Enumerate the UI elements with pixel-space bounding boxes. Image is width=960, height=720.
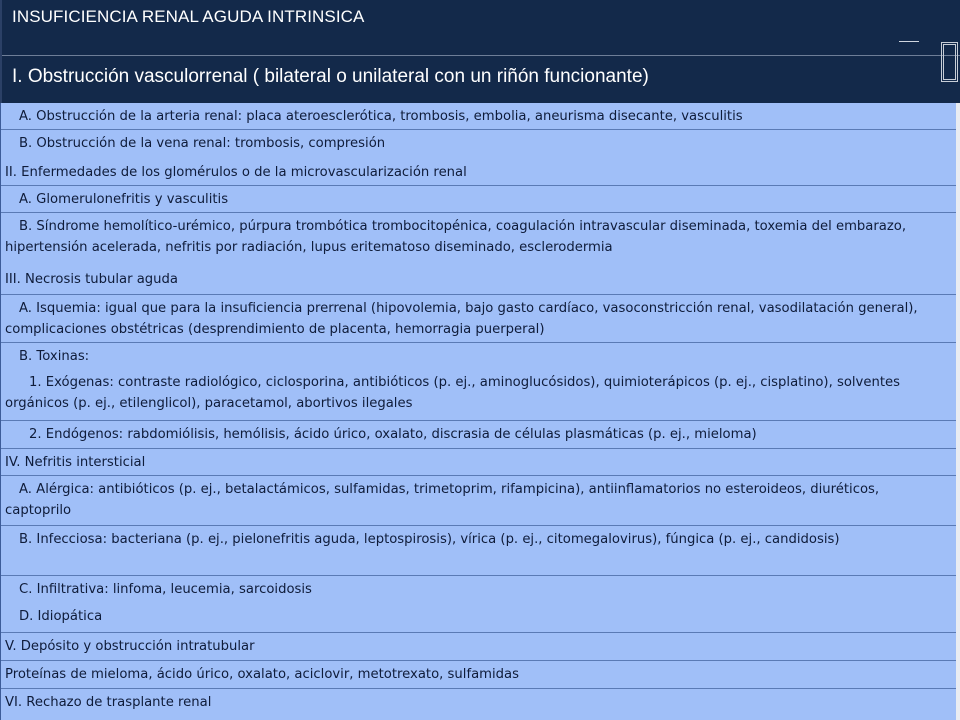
table-cell: A. Isquemia: igual que para la insuficiencia prerrenal (hipovolemia, bajo gasto cardíaco, vasoconstricción renal, vasodilatación general), complicaciones obstétricas (desprendimiento de placenta, hemorragia puerperal) [5,301,918,337]
table-row [1,295,957,343]
table-row [1,476,957,526]
table-cell: 1. Exógenas: contraste radiológico, ciclosporina, antibióticos (p. ej., aminoglucósidos), quimioterápicos (p. ej., cisplatino), solventes orgánicos (p. ej., etilenglicol), paracetamol, abortivos ilegales [5,375,900,411]
table-cell: IV. Nefritis intersticial [5,455,146,470]
table-row [1,526,957,576]
table-cell: B. Infecciosa: bacteriana (p. ej., pielonefritis aguda, leptospirosis), vírica (p. ej., citomegalovirus), fúngica (p. ej., candidosis) [19,532,840,547]
table-row [1,421,957,449]
table-row [1,603,957,633]
table-row [1,343,957,369]
minimize-mark [899,41,919,42]
table-row [1,369,957,421]
table-row [1,186,957,213]
table-row [1,689,957,720]
table-row [1,213,957,266]
slide-title: INSUFICIENCIA RENAL AGUDA INTRINSICA [12,7,365,26]
causes-table [0,103,956,720]
right-edge [956,103,960,720]
table-row [1,159,957,186]
table-cell: A. Obstrucción de la arteria renal: placa ateroesclerótica, trombosis, embolia, aneurisma disecante, vasculitis [19,109,743,124]
table-cell: II. Enfermedades de los glomérulos o de la microvascularización renal [5,165,467,180]
section-heading: I. Obstrucción vasculorrenal ( bilateral o unilateral con un riñón funcionante) [12,66,649,87]
table-cell: A. Alérgica: antibióticos (p. ej., betalactámicos, sulfamidas, trimetoprim, rifampicina), antiinflamatorios no esteroideos, diuréticos, captoprilo [5,482,880,518]
window-frame-inner-icon [943,44,956,80]
table-cell: B. Toxinas: [19,349,90,364]
table-row [1,103,957,130]
table-row [1,633,957,661]
table-cell: C. Infiltrativa: linfoma, leucemia, sarcoidosis [19,582,312,597]
table-row [1,449,957,476]
table-cell: 2. Endógenos: rabdomiólisis, hemólisis, ácido úrico, oxalato, discrasia de células plasmáticas (p. ej., mieloma) [29,427,757,442]
table-cell: VI. Rechazo de trasplante renal [5,695,212,710]
table-cell: A. Glomerulonefritis y vasculitis [19,192,229,207]
table-cell: V. Depósito y obstrucción intratubular [5,639,255,654]
table-row [1,130,957,159]
header-divider [2,55,960,56]
table-cell: B. Obstrucción de la vena renal: trombosis, compresión [19,136,386,151]
table-row [1,576,957,603]
slide-header [0,0,960,103]
table-cell: B. Síndrome hemolítico-urémico, púrpura trombótica trombocitopénica, coagulación intravascular diseminada, toxemia del embarazo, hipertensión acelerada, nefritis por radiación, lupus eritematoso diseminado, esclerodermia [5,219,907,255]
table-cell: Proteínas de mieloma, ácido úrico, oxalato, aciclovir, metotrexato, sulfamidas [5,667,519,682]
table-row [1,661,957,689]
table-cell: D. Idiopática [19,609,103,624]
table-cell: III. Necrosis tubular aguda [5,272,178,287]
table-row [1,266,957,295]
